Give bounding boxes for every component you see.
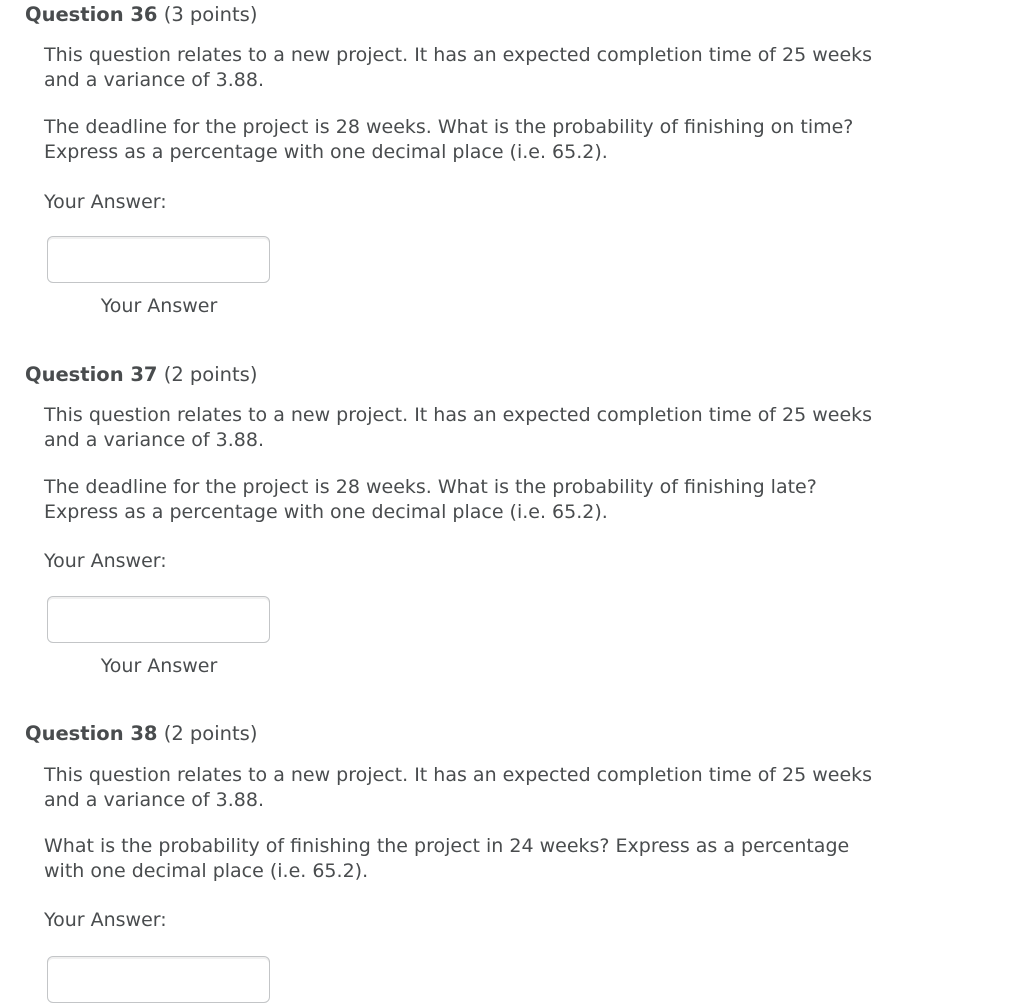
- answer-caption: Your Answer: [100, 655, 218, 677]
- question-text: This question relates to a new project. It has an expected completion time of 25 weeks and a variance of 3.88.: [44, 44, 873, 91]
- answer-input[interactable]: [47, 956, 270, 1003]
- answer-label: Your Answer:: [44, 550, 167, 572]
- question-points: (2 points): [163, 363, 258, 386]
- answer-input[interactable]: [47, 236, 270, 283]
- question-points: (2 points): [163, 722, 258, 745]
- question-text: This question relates to a new project. It has an expected completion time of 25 weeks and a variance of 3.88.: [44, 764, 873, 811]
- question-label: Question 38: [25, 722, 158, 745]
- question-heading: [25, 1, 257, 29]
- question-heading: [25, 720, 257, 748]
- question-label: Question 36: [25, 3, 158, 26]
- question-prompt: The deadline for the project is 28 weeks. What is the probability of finishing late? Express as a percentage with one decimal place (i.e. 65.2).: [44, 476, 817, 523]
- question-prompt: The deadline for the project is 28 weeks. What is the probability of finishing on time? Express as a percentage with one decimal place (i.e. 65.2).: [44, 116, 854, 163]
- question-heading: [25, 361, 257, 389]
- answer-input[interactable]: [47, 596, 270, 643]
- question-prompt: What is the probability of finishing the project in 24 weeks? Express as a percentage with one decimal place (i.e. 65.2).: [44, 835, 850, 882]
- answer-label: Your Answer:: [44, 191, 167, 213]
- question-label: Question 37: [25, 363, 158, 386]
- answer-caption: Your Answer: [100, 295, 218, 317]
- answer-label: Your Answer:: [44, 909, 167, 931]
- question-points: (3 points): [163, 3, 258, 26]
- question-text: This question relates to a new project. It has an expected completion time of 25 weeks and a variance of 3.88.: [44, 404, 873, 451]
